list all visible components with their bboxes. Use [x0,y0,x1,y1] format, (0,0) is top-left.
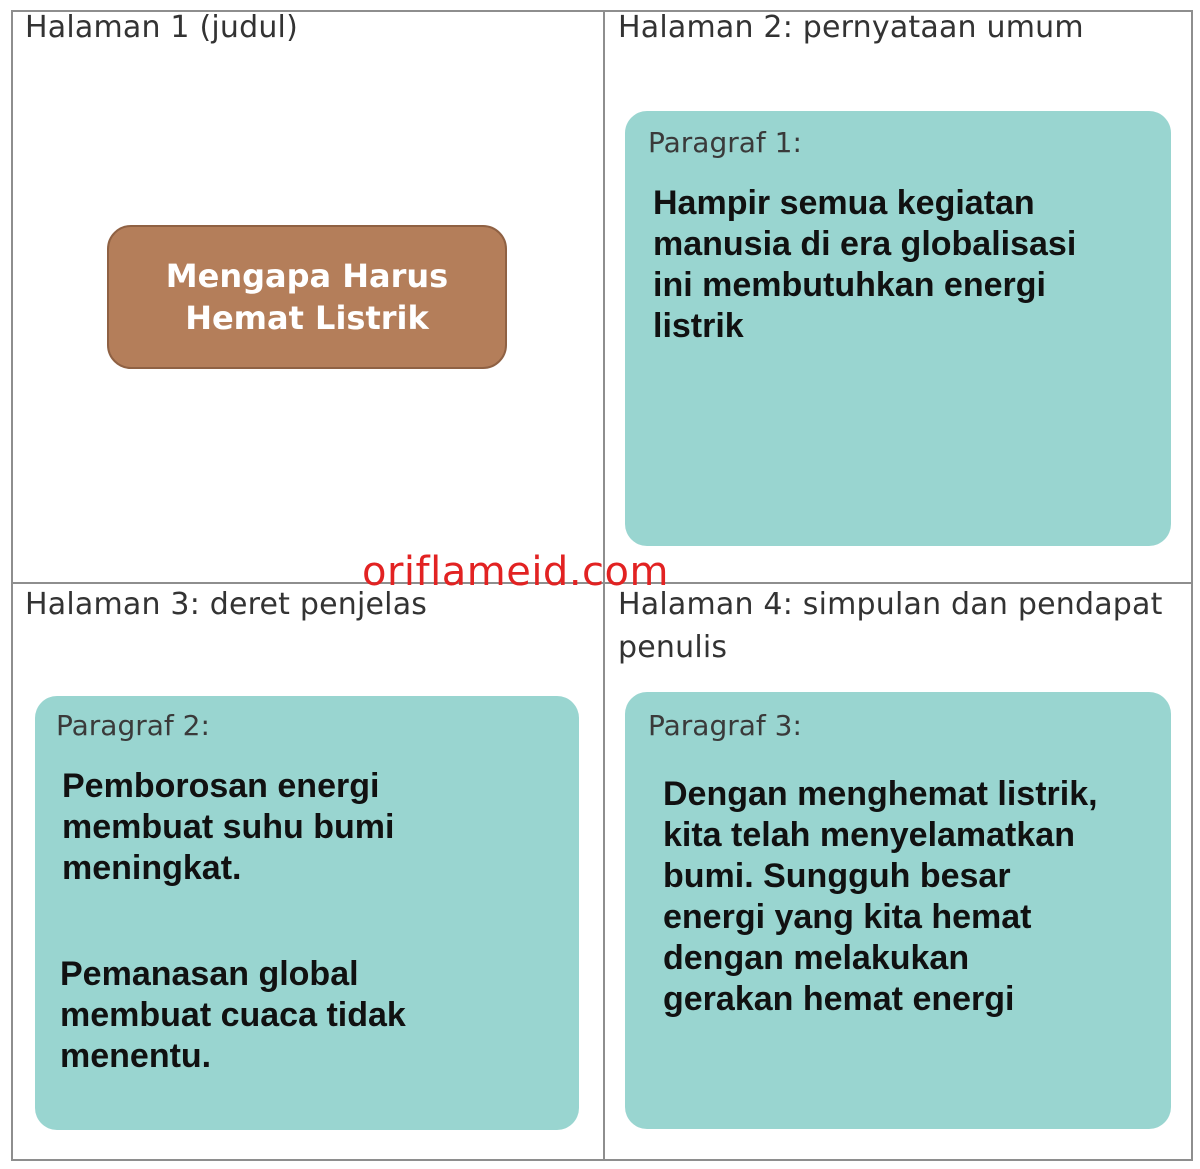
grid-bottom-border [11,1159,1193,1161]
paragraph2-heading: Paragraf 2: [56,709,210,742]
watermark-text: oriflameid.com [362,549,669,595]
paragraph3-panel [625,692,1171,1129]
page4-label-line2: penulis [618,630,728,665]
paragraph2-text-1: Pemborosan energi membuat suhu bumi meningkat. [62,767,395,887]
page2-label: Halaman 2: pernyataan umum [618,10,1084,45]
title-text: Mengapa Harus Hemat Listrik [165,257,449,337]
grid-left-border [11,10,13,1161]
paragraph2-text-2: Pemanasan global membuat cuaca tidak menentu. [60,955,406,1075]
paragraph3-text: Dengan menghemat listrik, kita telah menyelamatkan bumi. Sungguh besar energi yang kita hemat dengan melakukan gerakan hemat energi [663,775,1098,1018]
page3-label: Halaman 3: deret penjelas [25,587,428,622]
page1-label: Halaman 1 (judul) [25,10,298,45]
paragraph1-text: Hampir semua kegiatan manusia di era globalisasi ini membutuhkan energi listrik [653,184,1077,345]
paragraph3-heading: Paragraf 3: [648,709,802,742]
paragraph2-panel [35,696,579,1130]
paragraph1-heading: Paragraf 1: [648,126,802,159]
page4-label-line1: Halaman 4: simpulan dan pendapat [618,587,1163,622]
grid-right-border [1191,10,1193,1161]
title-box [107,225,507,369]
paragraph1-panel [625,111,1171,546]
